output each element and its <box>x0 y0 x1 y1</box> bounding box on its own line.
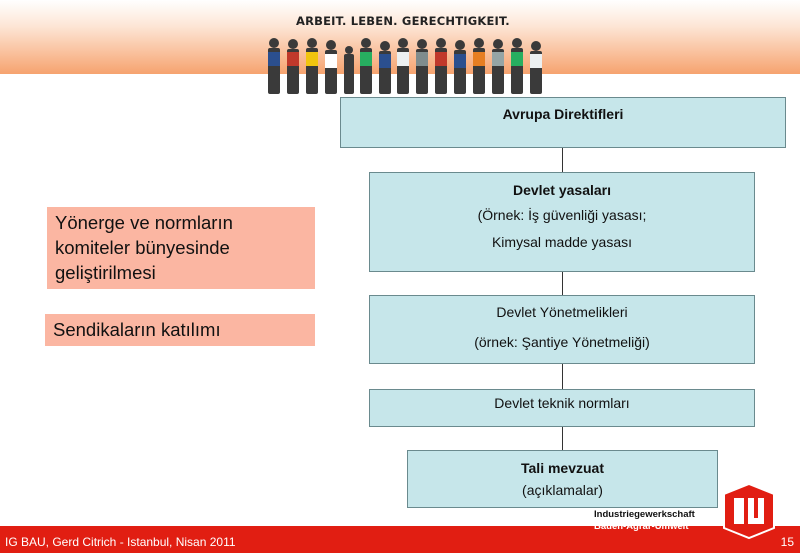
box-2-line1: (Örnek: İş güvenliği yasası; <box>477 207 647 223</box>
box-1-title: Avrupa Direktifleri <box>502 106 624 122</box>
box-devlet-teknik-normlari <box>369 389 755 427</box>
note-1-line1: Yönerge ve normların <box>55 212 233 233</box>
union-line2: Bauen-Agrar-Umwelt <box>594 521 689 532</box>
union-line1: Industriegewerkschaft <box>594 509 695 520</box>
box-5-title: Tali mevzuat <box>521 460 604 476</box>
box-3-line1: (örnek: Şantiye Yönetmeliği) <box>474 334 650 350</box>
connector-1-2 <box>562 148 563 172</box>
box-3-title: Devlet Yönetmelikleri <box>496 304 628 320</box>
note-sendika-katilimi <box>45 314 315 346</box>
connector-4-5 <box>562 427 563 450</box>
box-5-line1: (açıklamalar) <box>522 482 603 498</box>
box-devlet-yasalari <box>369 172 755 272</box>
slogan: ARBEIT. LEBEN. GERECHTIGKEIT. <box>296 14 510 28</box>
box-avrupa-direktifleri <box>340 97 786 148</box>
footer-credit: IG BAU, Gerd Citrich - Istanbul, Nisan 2011 <box>5 535 236 549</box>
box-2-line2: Kimysal madde yasası <box>491 234 633 250</box>
workers-group-image <box>262 34 552 96</box>
note-2-line1: Sendikaların katılımı <box>53 319 221 340</box>
note-yonerge-normlar <box>47 207 315 289</box>
page-number: 15 <box>780 535 794 549</box>
workers-silhouettes <box>268 38 542 94</box>
connector-2-3 <box>562 272 563 295</box>
box-2-title: Devlet yasaları <box>512 182 612 198</box>
union-name <box>594 509 695 533</box>
box-4-title: Devlet teknik normları <box>494 395 630 411</box>
connector-3-4 <box>562 364 563 389</box>
note-1-line3: geliştirilmesi <box>55 262 156 283</box>
box-devlet-yonetmelikleri <box>369 295 755 364</box>
ig-bau-logo-icon <box>720 482 778 540</box>
note-1-line2: komiteler bünyesinde <box>55 237 230 258</box>
box-tali-mevzuat <box>407 450 718 508</box>
